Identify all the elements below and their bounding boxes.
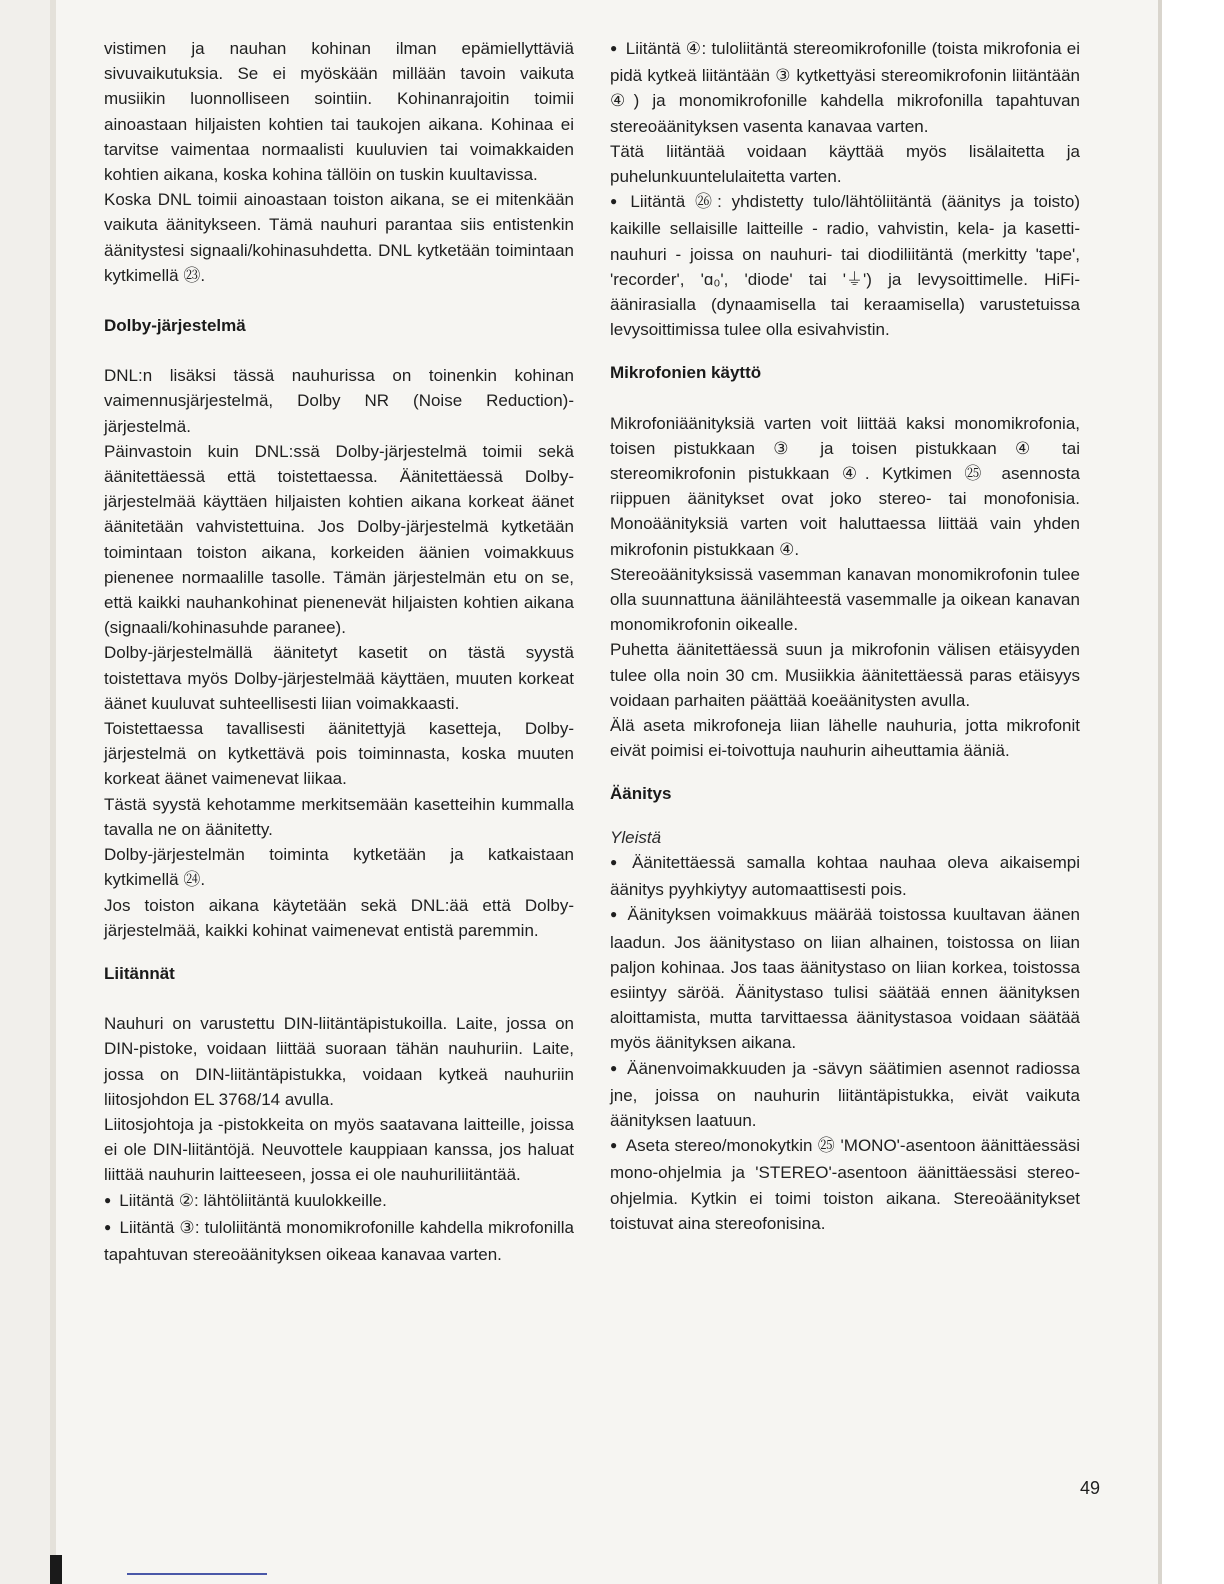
bullet-item: ● Aseta stereo/monokytkin ㉕ 'MONO'-asentoon äänittäessäsi mono-ohjelmia ja 'STEREO'-asentoon äänittäessäsi stereo-ohjelmia. Kytkin ei toimi toiston aikana. Stereoäänitykset toistuvat aina stereofonisina. <box>610 1133 1080 1236</box>
bullet-item: ● Liitäntä ④: tuloliitäntä stereomikrofonille (toista mikrofonia ei pidä kytkeä liitäntään ③ kytkettyäsi stereomikrofonin liitäntään ④) ja monomikrofonille kahdella mikrofonilla tapahtuvan stereoäänityksen vasenta kanavaa varten. <box>610 36 1080 139</box>
bullet-item: ● Äänenvoimakkuuden ja -sävyn säätimien asennot radiossa jne, joissa on nauhurin liitäntäpistukka, eivät vaikuta äänityksen laatuun. <box>610 1056 1080 1134</box>
left-column <box>104 36 574 1267</box>
section-heading-dolby: Dolby-järjestelmä <box>104 316 246 336</box>
paragraph: Älä aseta mikrofoneja liian lähelle nauhuria, jotta mikrofonit eivät poimisi ei-toivottuja nauhurin aiheuttamia ääniä. <box>610 716 1080 761</box>
bullet-item: ● Äänitettäessä samalla kohtaa nauhaa oleva aikaisempi äänitys pyyhkiytyy automaattisesti pois. <box>610 850 1080 902</box>
subheading-yleista: Yleistä <box>610 827 662 847</box>
page-left-edge <box>50 0 56 1584</box>
paragraph: Tästä syystä kehotamme merkitsemään kasetteihin kummalla tavalla ne on äänitetty. <box>104 794 574 839</box>
paragraph: Nauhuri on varustettu DIN-liitäntäpistukoilla. Laite, jossa on DIN-pistoke, voidaan liittää suoraan tähän nauhuriin. Laite, jossa on DIN-liitäntäpistukka, voidaan kytkeä nauhuriin liitosjohdon EL 3768/14 avulla. <box>104 1014 574 1109</box>
paragraph: vistimen ja nauhan kohinan ilman epämiellyttäviä sivuvaikutuksia. Se ei myöskään millään tavoin vaikuta musiikin luonnolliseen sointiin. Kohinanrajoitin toimii ainoastaan hiljaisten kohtien tai taukojen aikana. Kohinaa ei tarvitse vaimentaa normaalisti kuuluvien tai voimakkaiden kohtien aikana, koska kohina tällöin on tuskin kuultavissa. <box>104 39 574 185</box>
paragraph: Jos toiston aikana käytetään sekä DNL:ää että Dolby-järjestelmää, kaikki kohinat vaimenevat entistä paremmin. <box>104 895 574 940</box>
bullet-item: ● Liitäntä ③: tuloliitäntä monomikrofonille kahdella mikrofonilla tapahtuvan stereoäänityksen oikeaa kanavaa varten. <box>104 1215 574 1267</box>
paragraph: Liitosjohtoja ja -pistokkeita on myös saatavana laitteille, joissa ei ole DIN-liitäntöjä. Neuvottele kauppiaan kanssa, jos haluat liittää nauhurin laitteeseen, jossa ei ole nauhuriliitäntää. <box>104 1114 574 1185</box>
bullet-item: ● Liitäntä ㉖: yhdistetty tulo/lähtöliitäntä (äänitys ja toisto) kaikille sellaisille laitteille - radio, vahvistin, kela- ja kasetti-nauhuri - joissa on nauhuri- tai diodiliitäntä (merkitty 'tape', 'recorder', 'ɑ₀', 'diode' tai '⏚') ja levysoittimelle. HiFi-äänirasialla (dynaamisella tai keraamisella) varustetuissa levysoittimissa tulee olla esivahvistin. <box>610 189 1080 342</box>
paragraph: Dolby-järjestelmällä äänitetyt kasetit on tästä syystä toistettava myös Dolby-järjestelmää käyttäen, muuten korkeat äänet kuuluvat suhteellisesti liian voimakkaasti. <box>104 643 574 713</box>
section-heading-liitannat: Liitännät <box>104 963 175 983</box>
right-column <box>610 36 1080 1236</box>
paragraph: DNL:n lisäksi tässä nauhurissa on toinenkin kohinan vaimennusjärjestelmä, Dolby NR (Noise Reduction)-järjestelmä. <box>104 366 574 436</box>
paragraph: Koska DNL toimii ainoastaan toiston aikana, se ei mitenkään vaikuta äänitykseen. Tämä nauhuri parantaa siis entistenkin äänitystesi signaali/kohinasuhdetta. DNL kytketään toimintaan kytkimellä ㉓. <box>104 190 574 285</box>
paragraph: Toistettaessa tavallisesti äänitettyjä kasetteja, Dolby-järjestelmä on kytkettävä pois toiminnasta, koska muuten korkeat äänet vaimenevat liikaa. <box>104 719 574 789</box>
page-right-margin <box>1162 0 1224 1584</box>
paragraph: Dolby-järjestelmän toiminta kytketään ja katkaistaan kytkimellä ㉔. <box>104 845 574 890</box>
section-heading-aanitys: Äänitys <box>610 784 672 804</box>
paragraph: Tätä liitäntää voidaan käyttää myös lisälaitetta ja puhelunkuuntelulaitetta varten. <box>610 141 1080 187</box>
paragraph: Puhetta äänitettäessä suun ja mikrofonin välisen etäisyyden tulee olla noin 30 cm. Musiikkia äänitettäessä paras etäisyys voidaan parhaiten päättää koeäänitysten avulla. <box>610 640 1080 710</box>
paragraph: Mikrofoniäänityksiä varten voit liittää kaksi monomikrofonia, toisen pistukkaan ③ ja toisen pistukkaan ④ tai stereomikrofonin pistukkaan ④. Kytkimen ㉕ asennosta riippuen äänitykset ovat joko stereo- tai monofonisia. Monoäänityksiä varten voit haluttaessa liittää vain yhden mikrofonin pistukkaan ④. <box>610 413 1080 559</box>
bullet-item: ● Liitäntä ②: lähtöliitäntä kuulokkeille. <box>104 1188 574 1215</box>
paragraph: Päinvastoin kuin DNL:ssä Dolby-järjestelmä toimii sekä äänitettäessä että toistettaessa. Äänitettäessä Dolby-järjestelmää käyttäen hiljaisten kohtien aikana korkeat äänet äänitetään vahvistettuina. Jos Dolby-järjestelmä kytketään toimintaan toiston aikana, korkeiden äänien voimakkuus pienenee normaalille tasolle. Tämän järjestelmän etu on se, että kaikki nauhankohinat pienenevät hiljaisten kohtien aikana (signaali/kohinasuhde paranee). <box>104 441 574 638</box>
section-heading-mikrofonien: Mikrofonien käyttö <box>610 363 762 383</box>
paragraph: Stereoäänityksissä vasemman kanavan monomikrofonin tulee olla suunnattuna äänilähteestä vasemmalle ja oikean kanavan monomikrofonin oikealle. <box>610 564 1080 635</box>
underline-mark <box>127 1573 267 1575</box>
bullet-item: ● Äänityksen voimakkuus määrää toistossa kuultavan äänen laadun. Jos äänitystaso on liian alhainen, toistossa on liian paljon kohinaa. Jos taas äänitystaso on liian korkea, toistossa esiintyy säröä. Äänitystaso tulisi säätää ennen äänityksen aloittamista, mutta tarvittaessa äänitystasoa voidaan säätää myös äänityksen aikana. <box>610 902 1080 1055</box>
binding-mark <box>50 1555 62 1584</box>
page-number: 49 <box>1079 1478 1100 1498</box>
